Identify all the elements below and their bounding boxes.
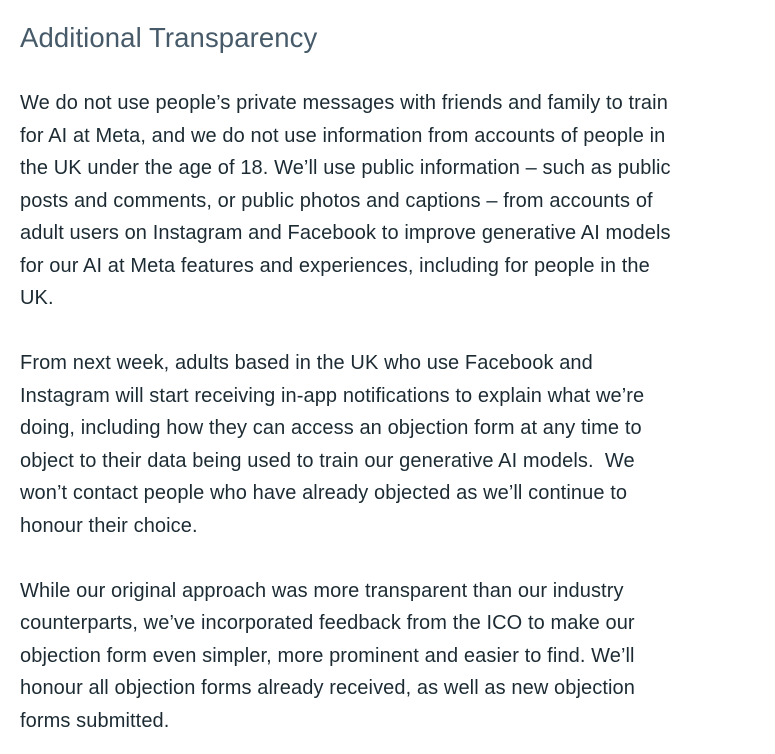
- paragraph-line: We do not use people’s private messages with friends and family to train: [20, 92, 668, 114]
- paragraph-line: objection form even simpler, more prominent and easier to find. We’ll: [20, 644, 635, 667]
- paragraph-line: From next week, adults based in the UK who use Facebook and: [20, 352, 593, 374]
- paragraph-line: won’t contact people who have already objected as we’ll continue to: [20, 482, 628, 504]
- paragraph-line: honour all objection forms already received, as well as new objection: [20, 677, 636, 699]
- paragraph-line: forms submitted.: [20, 709, 170, 732]
- paragraph-line: doing, including how they can access an objection form at any time to: [20, 417, 642, 439]
- paragraph-line: for our AI at Meta features and experiences, including for people in the: [20, 254, 650, 277]
- paragraph-line: UK.: [20, 287, 54, 309]
- section-heading: Additional Transparency: [20, 22, 318, 53]
- paragraph-line: the UK under the age of 18. We’ll use public information – such as public: [20, 157, 671, 179]
- paragraph-line: Instagram will start receiving in-app notifications to explain what we’re: [20, 384, 645, 407]
- paragraph-line: counterparts, we’ve incorporated feedback from the ICO to make our: [20, 612, 635, 634]
- paragraph-line: adult users on Instagram and Facebook to improve generative AI models: [20, 222, 671, 244]
- paragraph-3: [20, 575, 775, 738]
- paragraph-1: [20, 87, 775, 315]
- paragraph-line: for AI at Meta, and we do not use information from accounts of people in: [20, 124, 666, 147]
- paragraph-line: object to their data being used to train our generative AI models. We: [20, 449, 635, 472]
- paragraph-2: [20, 347, 775, 542]
- paragraph-line: honour their choice.: [20, 514, 198, 537]
- paragraph-line: posts and comments, or public photos and captions – from accounts of: [20, 189, 653, 212]
- paragraph-line: While our original approach was more transparent than our industry: [20, 579, 624, 602]
